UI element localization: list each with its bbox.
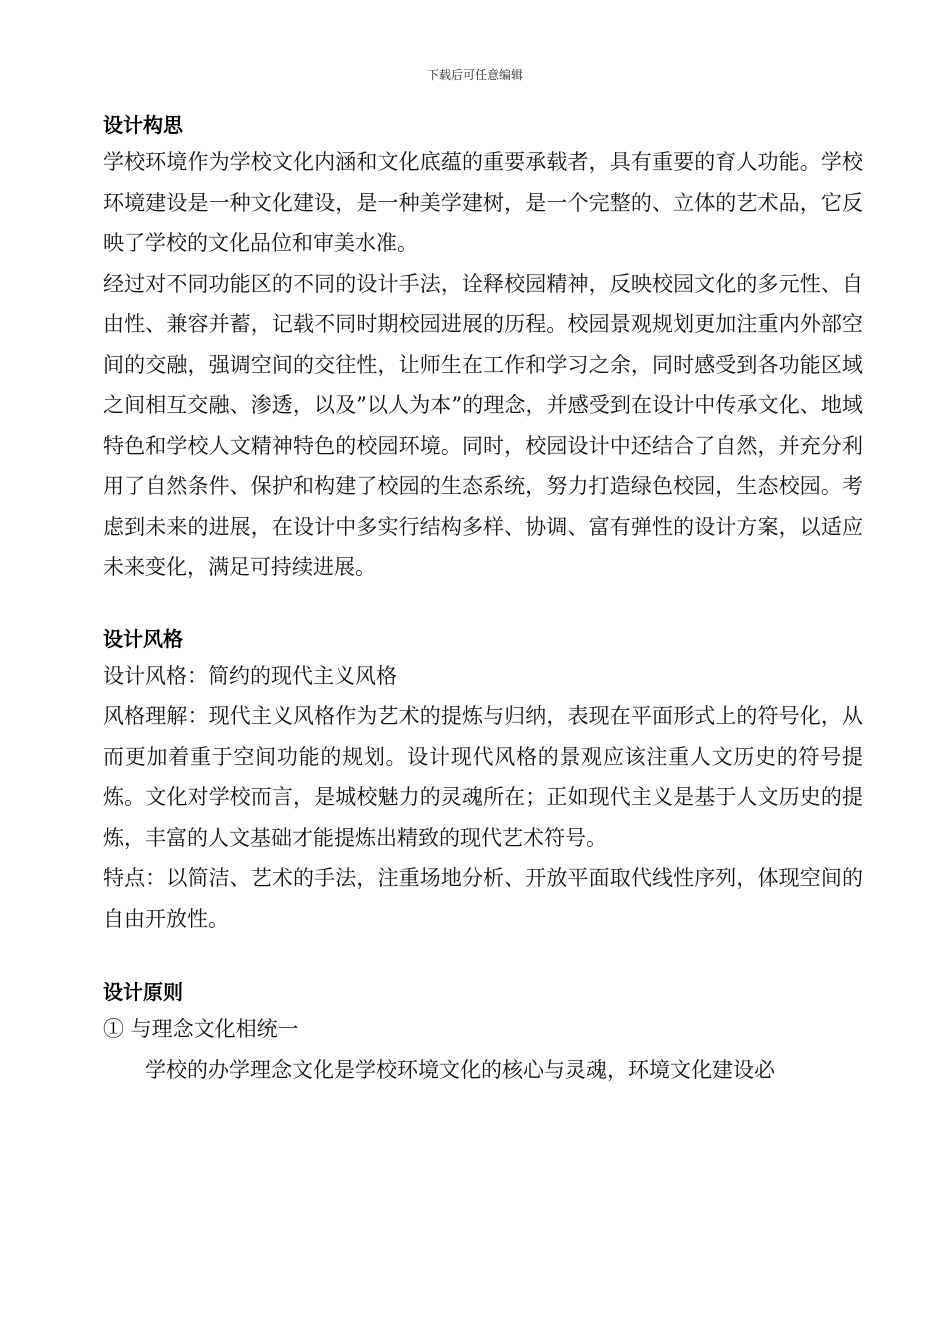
paragraph: 学校环境作为学校文化内涵和文化底蕴的重要承载者，具有重要的育人功能。学校环境建设是一种文化建设，是一种美学建树，是一个完整的、立体的艺术品，它反映了学校的文化品位和审美水准。 bbox=[103, 150, 863, 255]
paragraph: 风格理解：现代主义风格作为艺术的提炼与归纳，表现在平面形式上的符号化，从而更加着重于空间功能的规划。设计现代风格的景观应该注重人文历史的符号提炼。文化对学校而言，是城校魅力的灵魂所在；正如现代主义是基于人文历史的提炼，丰富的人文基础才能提炼出精致的现代艺术符号。 bbox=[103, 704, 863, 850]
paragraph: ① 与理念文化相统一 bbox=[103, 1017, 299, 1041]
paragraph: 特点：以简洁、艺术的手法，注重场地分析、开放平面取代线性序列，体现空间的自由开放性。 bbox=[103, 866, 863, 931]
paragraph: 设计风格：简约的现代主义风格 bbox=[103, 663, 397, 688]
document-body bbox=[103, 108, 863, 1090]
section-design-style bbox=[103, 622, 863, 940]
header-note: 下载后可任意编辑 bbox=[426, 68, 523, 82]
paragraph: 学校的办学理念文化是学校环境文化的核心与灵魂，环境文化建设必 bbox=[145, 1057, 775, 1082]
section-spacer bbox=[103, 939, 863, 975]
section-design-principles bbox=[103, 975, 863, 1090]
paragraph: 经过对不同功能区的不同的设计手法，诠释校园精神，反映校园文化的多元性、自由性、兼容并蓄，记载不同时期校园进展的历程。校园景观规划更加注重内外部空间的交融，强调空间的交往性，让师生在工作和学习之余，同时感受到各功能区域之间相互交融、渗透，以及”以人为本”的理念，并感受到在设计中传承文化、地域特色和学校人文精神特色的校园环境。同时，校园设计中还结合了自然，并充分利用了自然条件、保护和构建了校园的生态系统，努力打造绿色校园，生态校园。考虑到未来的进展，在设计中多实行结构多样、协调、富有弹性的设计方案，以适应未来变化，满足可持续进展。 bbox=[103, 271, 863, 579]
section-design-concept bbox=[103, 108, 863, 588]
section-title: 设计原则 bbox=[103, 980, 183, 1004]
section-spacer bbox=[103, 588, 863, 622]
section-title: 设计构思 bbox=[103, 113, 183, 137]
section-title: 设计风格 bbox=[103, 626, 183, 651]
